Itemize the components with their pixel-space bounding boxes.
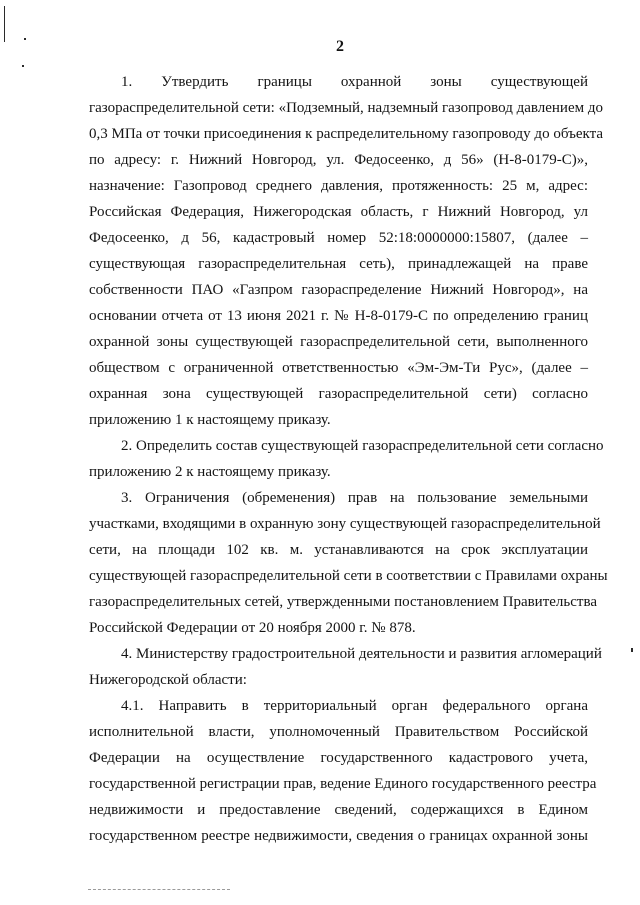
paragraph-line: приложению 2 к настоящему приказу. xyxy=(89,464,331,480)
paragraph-line: охранная зона существующей газораспределительной сети) согласно xyxy=(89,386,588,402)
paragraph-line: государственной регистрации прав, ведение Единого государственного реестра xyxy=(89,776,597,792)
paragraph-line: Российской Федерации от 20 ноября 2000 г. № 878. xyxy=(89,620,416,636)
paragraph-line: охранной зоны существующей газораспределительной сети, выполненного xyxy=(89,334,588,350)
paragraph-line: газораспределительной сети: «Подземный, надземный газопровод давлением до xyxy=(89,100,603,116)
paragraph-line: газораспределительных сетей, утвержденными постановлением Правительства xyxy=(89,594,598,610)
paragraph-line: 1. Утвердить границы охранной зоны существующей xyxy=(121,74,588,90)
paragraph-line: Нижегородской области: xyxy=(89,672,247,688)
paragraph-line: государственном реестре недвижимости, сведения о границах охранной зоны xyxy=(89,828,588,844)
paragraph-line: 4.1. Направить в территориальный орган федерального органа xyxy=(121,698,588,714)
paragraph-line: по адресу: г. Нижний Новгород, ул. Федосеенко, д 56» (Н-8-0179-С)», xyxy=(89,152,588,168)
page-number: 2 xyxy=(336,38,344,55)
paragraph-line: 4. Министерству градостроительной деятельности и развития агломераций xyxy=(121,646,602,662)
paragraph-line: Российская Федерация, Нижегородская область, г Нижний Новгород, ул xyxy=(89,204,588,220)
footer-divider xyxy=(88,889,230,891)
scan-artifact-mark xyxy=(24,38,26,40)
paragraph-line: существующей газораспределительной сети в соответствии с Правилами охраны xyxy=(89,568,608,584)
scan-artifact-mark xyxy=(631,648,633,652)
paragraph-line: существующая газораспределительная сеть), принадлежащей на праве xyxy=(89,256,588,272)
paragraph-line: назначение: Газопровод среднего давления, протяженность: 25 м, адрес: xyxy=(89,178,588,194)
paragraph-line: приложению 1 к настоящему приказу. xyxy=(89,412,331,428)
paragraph-line: собственности ПАО «Газпром газораспределение Нижний Новгород», на xyxy=(89,282,588,298)
scan-artifact-mark xyxy=(4,6,5,42)
paragraph-line: сети, на площади 102 кв. м. устанавливаются на срок эксплуатации xyxy=(89,542,588,558)
paragraph-line: обществом с ограниченной ответственностью «Эм-Эм-Ти Рус», (далее – xyxy=(89,360,588,376)
paragraph-line: недвижимости и предоставление сведений, содержащихся в Едином xyxy=(89,802,588,818)
paragraph-line: 0,3 МПа от точки присоединения к распределительному газопроводу до объекта xyxy=(89,126,603,142)
scan-artifact-mark xyxy=(22,65,24,67)
paragraph-line: 3. Ограничения (обременения) прав на пользование земельными xyxy=(121,490,588,506)
paragraph-line: Федосеенко, д 56, кадастровый номер 52:18:0000000:15807, (далее – xyxy=(89,230,588,246)
paragraph-line: 2. Определить состав существующей газораспределительной сети согласно xyxy=(121,438,604,454)
paragraph-line: Федерации на осуществление государственного кадастрового учета, xyxy=(89,750,588,766)
paragraph-line: участками, входящими в охранную зону существующей газораспределительной xyxy=(89,516,601,532)
paragraph-line: исполнительной власти, уполномоченный Правительством Российской xyxy=(89,724,588,740)
paragraph-line: основании отчета от 13 июня 2021 г. № Н-8-0179-С по определению границ xyxy=(89,308,588,324)
